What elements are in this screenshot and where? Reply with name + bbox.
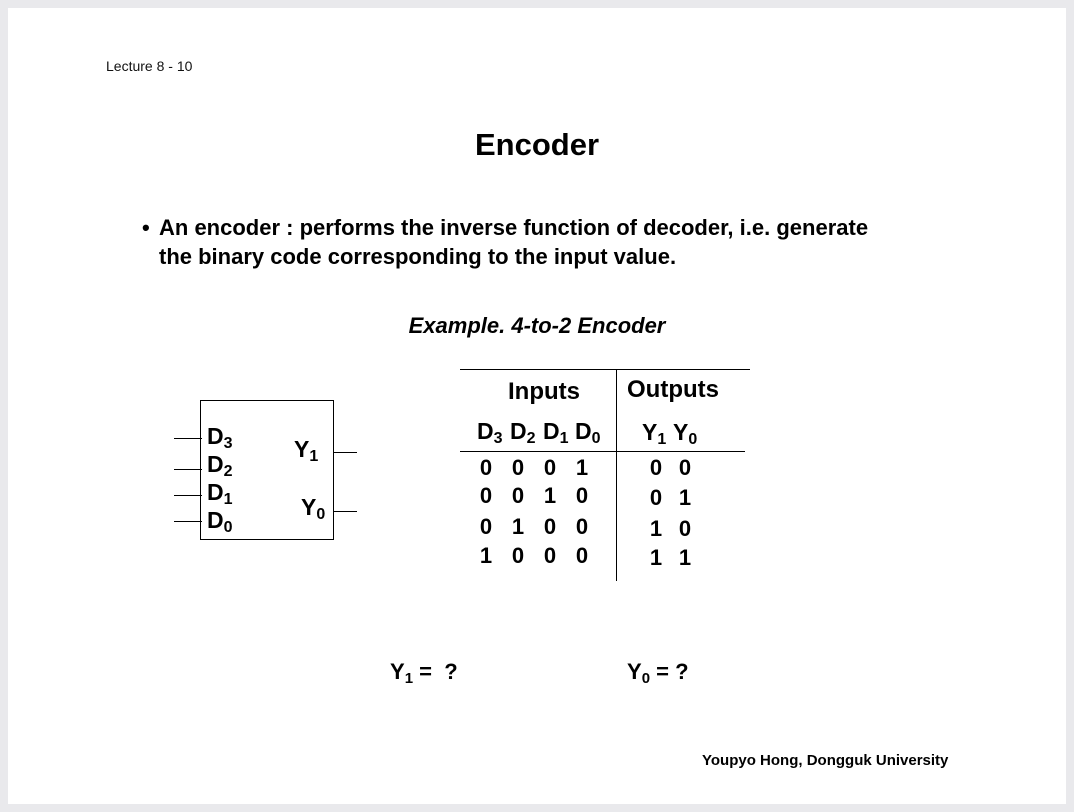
table-header-rule [460,451,745,452]
table-cell: 0 [678,455,692,480]
column-header-d2: $D_2$ [510,418,536,447]
table-cell: 0 [575,543,589,568]
table-cell: 0 [678,516,692,541]
table-cell: 0 [479,514,493,539]
table-cell: 0 [479,483,493,508]
input-wire-d0 [174,521,202,522]
table-cell: 0 [543,543,557,568]
output-label-y0: $Y_0$ [301,494,326,523]
column-header-d3: $D_3$ [477,418,503,447]
slide-title: Encoder [474,127,600,162]
input-label-d3: $D_3$ [207,423,233,452]
table-cell: 0 [649,455,663,480]
bullet-line-1: An encoder : performs the inverse function of decoder, i.e. generate [159,215,869,240]
example-caption: Example. 4-to-2 Encoder [408,313,666,338]
column-header-d1: $D_1$ [543,418,569,447]
table-cell: 0 [511,483,525,508]
column-header-y1: $Y_1$ [642,419,667,448]
table-cell: 1 [575,455,589,480]
table-cell: 1 [678,485,692,510]
slide [8,8,1066,804]
outputs-header: Outputs [627,376,719,403]
input-label-d2: $D_2$ [207,451,233,480]
bullet-point [142,213,1002,271]
bullet-line-2: the binary code corresponding to the input value. [159,244,677,269]
column-header-d0: $D_0$ [575,418,601,447]
equation-y1: $Y_1$ = ? [390,659,458,687]
table-cell: 0 [543,514,557,539]
author-credit: Youpyo Hong, Dongguk University [702,752,949,769]
output-wire-y0 [333,511,357,512]
inputs-header: Inputs [508,378,580,405]
table-cell: 1 [511,514,525,539]
table-cell: 1 [678,545,692,570]
input-wire-d1 [174,495,202,496]
input-label-d1: $D_1$ [207,479,233,508]
bullet-icon: • [142,215,150,240]
table-cell: 0 [649,485,663,510]
input-wire-d3 [174,438,202,439]
table-cell: 1 [649,516,663,541]
table-cell: 0 [511,543,525,568]
column-header-y0: $Y_0$ [673,419,698,448]
table-cell: 0 [479,455,493,480]
table-cell: 1 [543,483,557,508]
table-cell: 0 [575,514,589,539]
lecture-number: Lecture 8 - 10 [106,58,193,74]
table-divider [616,369,617,581]
table-cell: 0 [575,483,589,508]
input-wire-d2 [174,469,202,470]
input-label-d0: $D_0$ [207,507,233,536]
equation-y0: $Y_0$ = ? [627,659,689,687]
table-cell: 1 [649,545,663,570]
table-cell: 0 [543,455,557,480]
table-cell: 1 [479,543,493,568]
table-cell: 0 [511,455,525,480]
output-label-y1: $Y_1$ [294,436,319,465]
table-top-rule [460,369,750,370]
output-wire-y1 [333,452,357,453]
